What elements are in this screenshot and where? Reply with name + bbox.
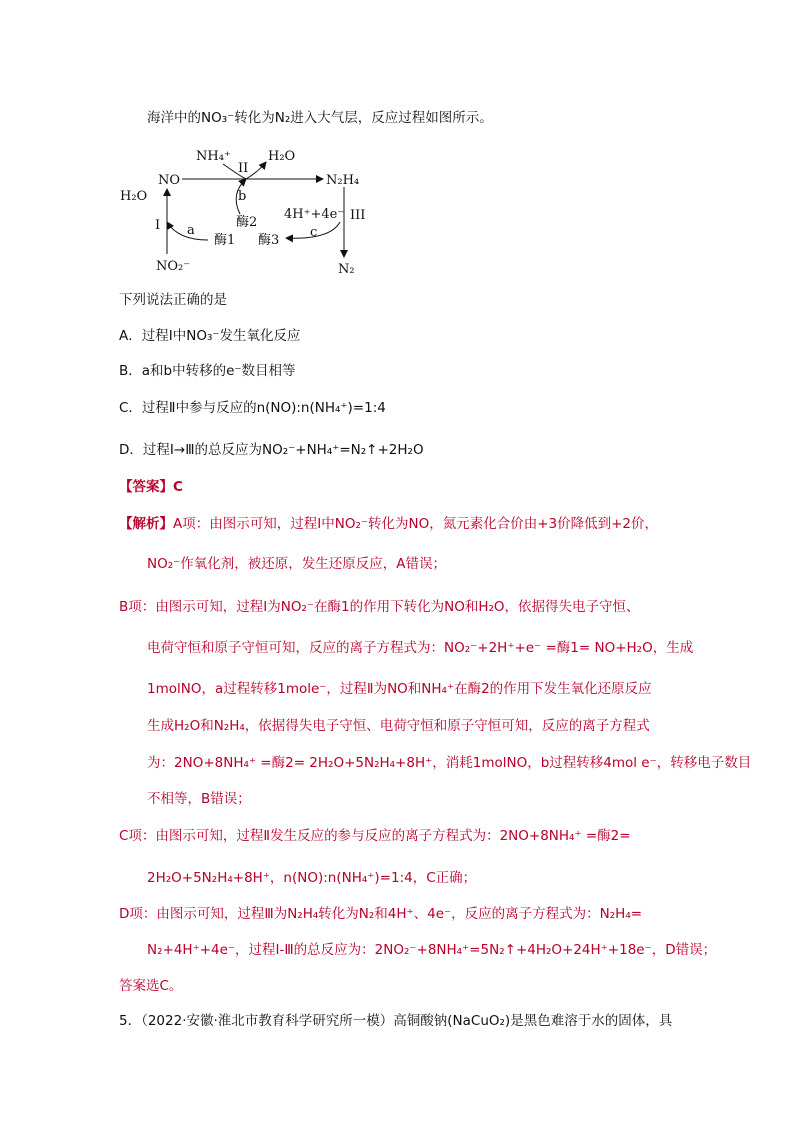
analysis-b6: 不相等，B错误； <box>147 791 251 807</box>
analysis-b3: 1molNO，a过程转移1mole⁻，过程Ⅱ为NO和NH₄⁺在酶2的作用下发生氧化还原反应 <box>147 681 652 697</box>
option-a: A．过程Ⅰ中NO₃⁻发生氧化反应 <box>119 328 301 344</box>
label-step1: I <box>155 218 161 233</box>
label-no2: NO₂⁻ <box>156 259 191 274</box>
analysis-b2: 电荷守恒和原子守恒可知，反应的离子方程式为：NO₂⁻+2H⁺+e⁻ =酶1= NO+H₂O，生成 <box>147 640 694 656</box>
curve-h2o-out <box>246 162 266 179</box>
option-d: D．过程Ⅰ→Ⅲ的总反应为NO₂⁻+NH₄⁺=N₂↑+2H₂O <box>119 442 424 458</box>
analysis-b1: B项：由图示可知，过程Ⅰ为NO₂⁻在酶1的作用下转化为NO和H₂O，依据得失电子守恒、 <box>119 599 640 615</box>
analysis-b5: 为：2NO+8NH₄⁺ =酶2= 2H₂O+5N₂H₄+8H⁺，消耗1molNO，b过程转移4mol e⁻，转移电子数目 <box>147 755 752 771</box>
analysis-a1-text: A项：由图示可知，过程Ⅰ中NO₂⁻转化为NO，氮元素化合价由+3价降低到+2价， <box>173 516 659 532</box>
answer-line <box>119 477 183 497</box>
answer-tag: 【答案】 <box>119 479 173 495</box>
label-step3: III <box>350 208 366 223</box>
analysis-conclusion: 答案选C。 <box>119 978 183 994</box>
analysis-c2: 2H₂O+5N₂H₄+8H⁺，n(NO):n(NH₄⁺)=1:4，C正确； <box>147 870 477 886</box>
option-c: C．过程Ⅱ中参与反应的n(NO):n(NH₄⁺)=1:4 <box>119 400 386 416</box>
question-stem: 下列说法正确的是 <box>119 292 227 308</box>
label-n2: N₂ <box>338 262 355 277</box>
label-electrons: 4H⁺+4e⁻ <box>284 207 345 222</box>
label-enzyme3: 酶3 <box>258 233 280 248</box>
label-enzyme1: 酶1 <box>214 233 236 248</box>
analysis-d2: N₂+4H⁺+4e⁻，过程Ⅰ-Ⅲ的总反应为：2NO₂⁻+8NH₄⁺=5N₂↑+4H₂O+24H⁺+18e⁻，D错误； <box>147 942 717 958</box>
label-n2h4: N₂H₄ <box>326 173 360 188</box>
analysis-b4: 生成H₂O和N₂H₄，依据得失电子守恒、电荷守恒和原子守恒可知，反应的离子方程式 <box>147 718 650 734</box>
label-nh4: NH₄⁺ <box>196 149 231 164</box>
answer-value: C <box>173 479 183 495</box>
next-question: 5．（2022·安徽·淮北市教育科学研究所一模）高铜酸钠(NaCuO₂)是黑色难溶于水的固体，具 <box>119 1013 673 1029</box>
analysis-d1: D项：由图示可知，过程Ⅲ为N₂H₄转化为N₂和4H⁺、4e⁻，反应的离子方程式为：N₂H₄= <box>119 906 643 922</box>
analysis-tag: 【解析】 <box>119 516 173 532</box>
analysis-a1 <box>119 514 658 534</box>
label-c: c <box>310 225 318 240</box>
analysis-a2: NO₂⁻作氧化剂，被还原，发生还原反应，A错误； <box>147 556 446 572</box>
analysis-c1: C项：由图示可知，过程Ⅱ发生反应的参与反应的离子方程式为：2NO+8NH₄⁺ =酶2= <box>119 828 631 844</box>
label-b: b <box>238 189 247 204</box>
label-enzyme2: 酶2 <box>236 215 258 230</box>
reaction-diagram <box>118 142 378 277</box>
label-h2o-top: H₂O <box>268 149 296 164</box>
label-step2: II <box>238 161 249 176</box>
label-a: a <box>187 223 195 238</box>
intro-text: 海洋中的NO₃⁻转化为N₂进入大气层，反应过程如图所示。 <box>147 110 493 126</box>
label-h2o-left: H₂O <box>120 189 148 204</box>
label-no: NO <box>158 173 181 188</box>
option-b: B．a和b中转移的e⁻数目相等 <box>119 363 296 379</box>
reaction-diagram-svg <box>118 142 378 277</box>
